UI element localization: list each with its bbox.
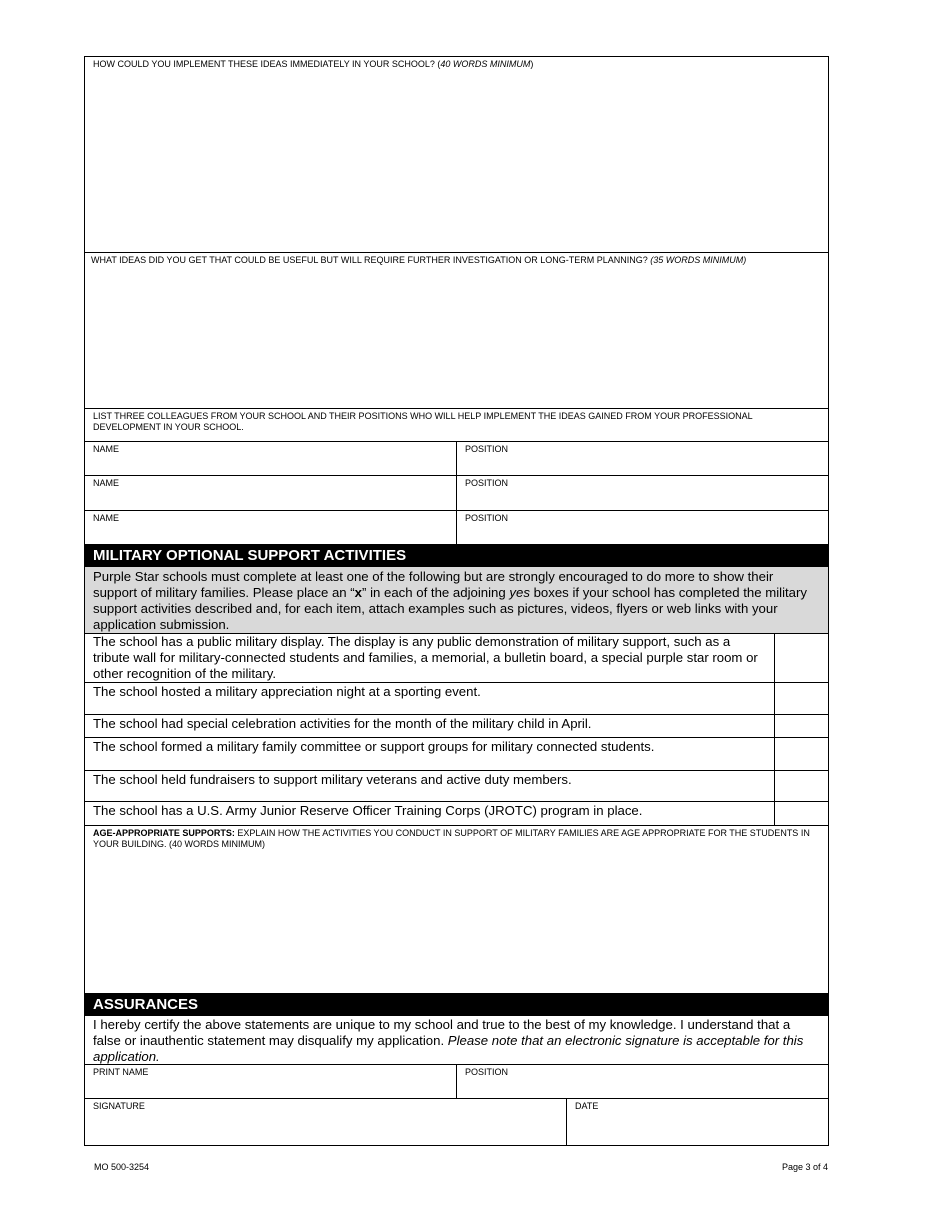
date-field[interactable]: [566, 1099, 828, 1145]
colleague-name-field-2[interactable]: [85, 476, 456, 510]
yes-checkbox-3[interactable]: [774, 715, 828, 737]
assurances-statement: I hereby certify the above statements are unique to my school and true to the best of my knowledge. I understand that a false or inauthentic statement may disqualify my application. Please note that an electronic signature is acceptable for this application.: [85, 1016, 828, 1065]
colleague-row-1: [85, 442, 828, 476]
activity-row-4: [85, 738, 828, 771]
military-intro: Purple Star schools must complete at least one of the following but are strongly encouraged to do more to show their support of military families. Please place an “x” in each of the adjoining yes boxes if your school has completed the military support activities described and, for each item, attach examples such as pictures, videos, flyers or web links with your application submission.: [85, 567, 828, 634]
form-id: MO 500-3254: [94, 1162, 150, 1172]
colleague-name-field-3[interactable]: [85, 511, 456, 544]
signature-row: [85, 1099, 828, 1145]
print-name-field[interactable]: [85, 1065, 456, 1098]
position-label: POSITION: [465, 513, 509, 523]
activity-row-2: [85, 683, 828, 715]
signature-label: SIGNATURE: [93, 1101, 145, 1111]
yes-checkbox-2[interactable]: [774, 683, 828, 714]
date-label: DATE: [575, 1101, 599, 1111]
military-section-header: MILITARY OPTIONAL SUPPORT ACTIVITIES: [85, 545, 828, 567]
name-label: NAME: [93, 513, 120, 523]
yes-checkbox-1[interactable]: [774, 634, 828, 682]
activity-row-3: [85, 715, 828, 738]
activity-text: The school hosted a military appreciation night at a sporting event.: [93, 684, 481, 699]
activity-text: The school has a public military display. The display is any public demonstration of military support, such as a tribute wall for military-connected students and families, a memorial, a bulletin board, a special purple star room or other recognition of the military.: [93, 634, 758, 681]
assurances-section-header: ASSURANCES: [85, 994, 828, 1016]
application-form: [84, 56, 829, 1146]
colleague-row-3: [85, 511, 828, 545]
age-appropriate-answer-field[interactable]: [85, 826, 828, 994]
position-label: POSITION: [465, 478, 509, 488]
colleague-position-field-3[interactable]: [456, 511, 828, 544]
yes-checkbox-4[interactable]: [774, 738, 828, 770]
activity-text: The school had special celebration activities for the month of the military child in April.: [93, 716, 592, 731]
position-label: POSITION: [465, 1067, 509, 1077]
colleague-position-field-2[interactable]: [456, 476, 828, 510]
colleague-row-2: [85, 476, 828, 511]
activity-text: The school has a U.S. Army Junior Reserve Officer Training Corps (JROTC) program in place.: [93, 803, 643, 818]
activity-row-1: [85, 634, 828, 683]
name-label: NAME: [93, 478, 120, 488]
position-label: POSITION: [465, 444, 509, 454]
activity-text: The school formed a military family committee or support groups for military connected students.: [93, 739, 655, 754]
age-appropriate-question-label: AGE-APPROPRIATE SUPPORTS: EXPLAIN HOW THE ACTIVITIES YOU CONDUCT IN SUPPORT OF MILITARY FAMILIES ARE AGE APPROPRIATE FOR THE STUDENTS IN YOUR BUILDING. (40 WORDS MINIMUM): [93, 828, 810, 849]
activity-row-6: [85, 802, 828, 826]
implement-answer-field[interactable]: [85, 57, 828, 253]
colleague-name-field-1[interactable]: [85, 442, 456, 475]
further-investigation-question-label: WHAT IDEAS DID YOU GET THAT COULD BE USEFUL BUT WILL REQUIRE FURTHER INVESTIGATION OR LONG-TERM PLANNING? (35 WORDS MINIMUM): [91, 255, 747, 265]
colleagues-instruction-label: LIST THREE COLLEAGUES FROM YOUR SCHOOL AND THEIR POSITIONS WHO WILL HELP IMPLEMENT THE IDEAS GAINED FROM YOUR PROFESSIONAL DEVELOPMENT IN YOUR SCHOOL.: [93, 411, 753, 432]
assurances-position-field[interactable]: [456, 1065, 828, 1098]
colleague-position-field-1[interactable]: [456, 442, 828, 475]
page-number: Page 3 of 4: [781, 1162, 828, 1172]
signature-field[interactable]: [85, 1099, 566, 1145]
further-investigation-answer-field[interactable]: [85, 253, 828, 409]
assurances-name-row: [85, 1065, 828, 1099]
yes-checkbox-5[interactable]: [774, 771, 828, 801]
colleagues-instruction: [85, 409, 828, 442]
print-name-label: PRINT NAME: [93, 1067, 149, 1077]
implement-question-label: HOW COULD YOU IMPLEMENT THESE IDEAS IMMEDIATELY IN YOUR SCHOOL? (40 WORDS MINIMUM): [93, 59, 534, 69]
activity-text: The school held fundraisers to support military veterans and active duty members.: [93, 772, 572, 787]
name-label: NAME: [93, 444, 120, 454]
yes-checkbox-6[interactable]: [774, 802, 828, 825]
activity-row-5: [85, 771, 828, 802]
